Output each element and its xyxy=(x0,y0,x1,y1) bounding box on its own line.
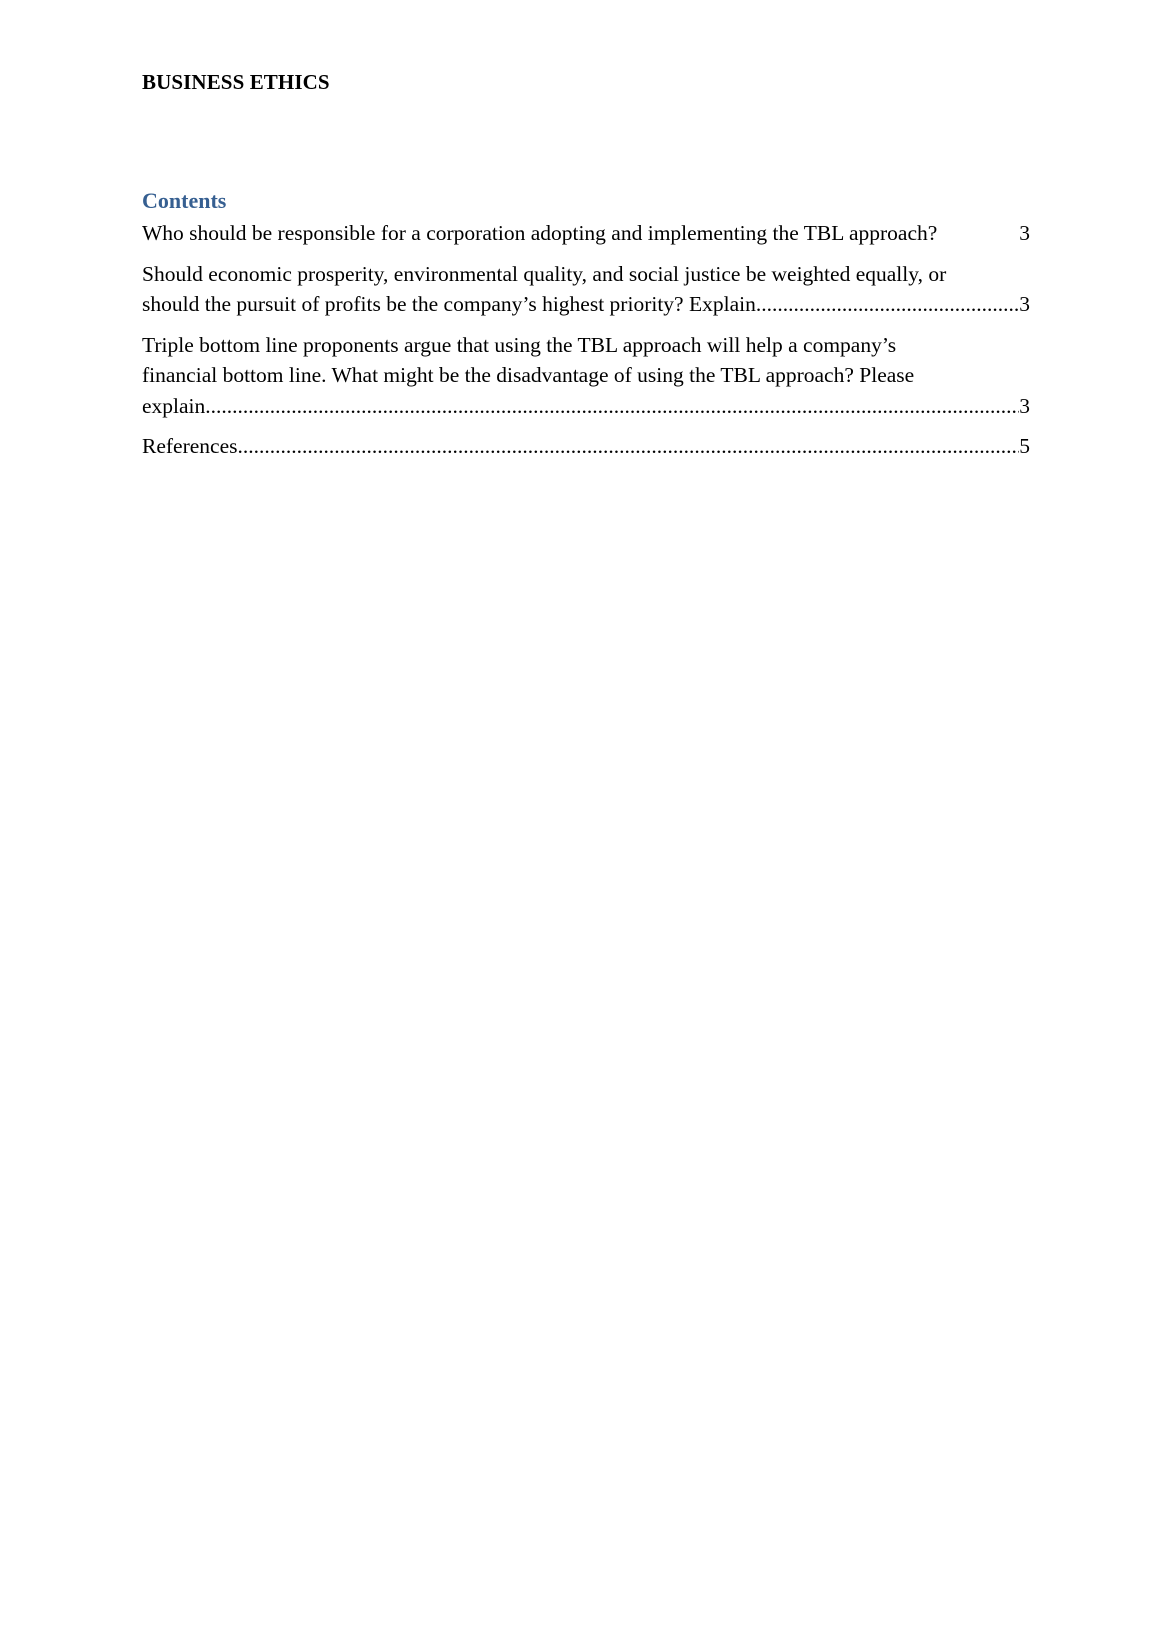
running-header: BUSINESS ETHICS xyxy=(142,70,330,94)
toc-entry-title: Who should be responsible for a corporation adopting and implementing the TBL approach? xyxy=(142,221,938,245)
toc-leader xyxy=(205,391,1019,422)
toc-entry-title: financial bottom line. What might be the disadvantage of using the TBL approach? Please xyxy=(142,363,915,387)
toc-entry-title: References xyxy=(142,434,238,458)
toc-entry-title: should the pursuit of profits be the company’s highest priority? Explain xyxy=(142,292,756,316)
toc-entry-title: Triple bottom line proponents argue that using the TBL approach will help a company’s xyxy=(142,332,897,357)
toc-entry-line xyxy=(142,330,1030,361)
toc-page-number: 5 xyxy=(1019,434,1030,458)
toc-heading: Contents xyxy=(142,188,227,213)
table-of-contents xyxy=(142,218,1030,472)
toc-entry-line xyxy=(142,218,1030,249)
toc-entry[interactable] xyxy=(142,431,1030,462)
toc-page-number: 3 xyxy=(1019,221,1030,245)
toc-entry[interactable] xyxy=(142,259,1030,320)
toc-page-number: 3 xyxy=(1019,292,1030,316)
toc-entry-line xyxy=(142,431,1030,462)
toc-entry-line xyxy=(142,259,1030,290)
toc-entry[interactable] xyxy=(142,218,1030,249)
toc-entry-line xyxy=(142,391,1030,422)
toc-entry-line xyxy=(142,289,1030,320)
toc-entry-title: explain xyxy=(142,393,206,418)
toc-leader xyxy=(756,289,1019,320)
toc-entry[interactable] xyxy=(142,330,1030,422)
toc-leader xyxy=(238,431,1020,462)
toc-entry-title: Should economic prosperity, environmental quality, and social justice be weighted equally, or xyxy=(142,261,947,286)
toc-page-number: 3 xyxy=(1019,393,1030,418)
toc-entry-line xyxy=(142,360,1030,391)
